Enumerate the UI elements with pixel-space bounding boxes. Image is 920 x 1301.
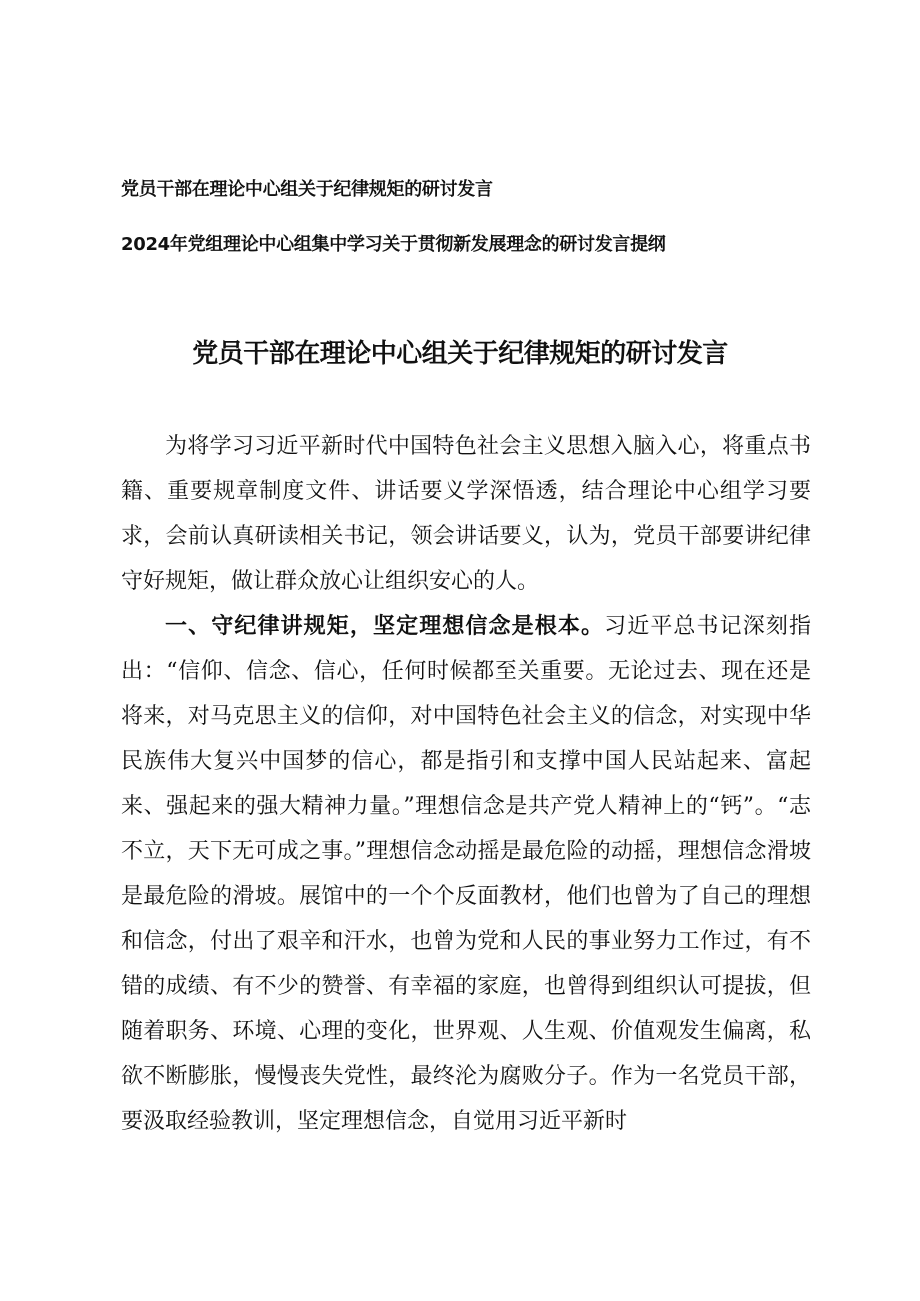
toc-item-discipline-speech: 党员干部在理论中心组关于纪律规矩的研讨发言: [121, 179, 493, 200]
section-body: 习近平总书记深刻指出：“信仰、信念、信心，任何时候都至关重要。无论过去、现在还是将来，对马克思主义的信仰，对中国特色社会主义的信念，对实现中华民族伟大复兴中国梦的信心，都是指引和支撑中国人民站起来、富起来、强起来的强大精神力量。”理想信念是共产党人精神上的“钙”。“志不立，天下无可成之事。”理想信念动摇是最危险的动摇，理想信念滑坡是最危险的滑坡。展馆中的一个个反面教材，他们也曾为了自己的理想和信念，付出了艰辛和汗水，也曾为党和人民的事业努力工作过，有不错的成绩、有不少的赞誉、有幸福的家庭，也曾得到组织认可提拔，但随着职务、环境、心理的变化，世界观、人生观、价值观发生偏离，私欲不断膨胀，慢慢丧失党性，最终沦为腐败分子。作为一名党员干部，要汲取经验教训，坚定理想信念，自觉用习近平新时: [121, 614, 811, 1134]
paragraph-intro: 为将学习习近平新时代中国特色社会主义思想入脑入心，将重点书籍、重要规章制度文件、讲话要义学深悟透，结合理论中心组学习要求，会前认真研读相关书记，领会讲话要义，认为，党员干部要讲纪律守好规矩，做让群众放心让组织安心的人。: [121, 434, 811, 594]
document-title: 党员干部在理论中心组关于纪律规矩的研讨发言: [192, 339, 728, 369]
section-heading: 一、守纪律讲规矩，坚定理想信念是根本。: [165, 614, 605, 639]
toc-item-development-outline: 2024年党组理论中心组集中学习关于贯彻新发展理念的研讨发言提纲: [121, 234, 666, 255]
paragraph-section-one: [121, 604, 811, 1144]
document-body: [121, 424, 811, 1144]
table-of-contents: [121, 176, 821, 259]
